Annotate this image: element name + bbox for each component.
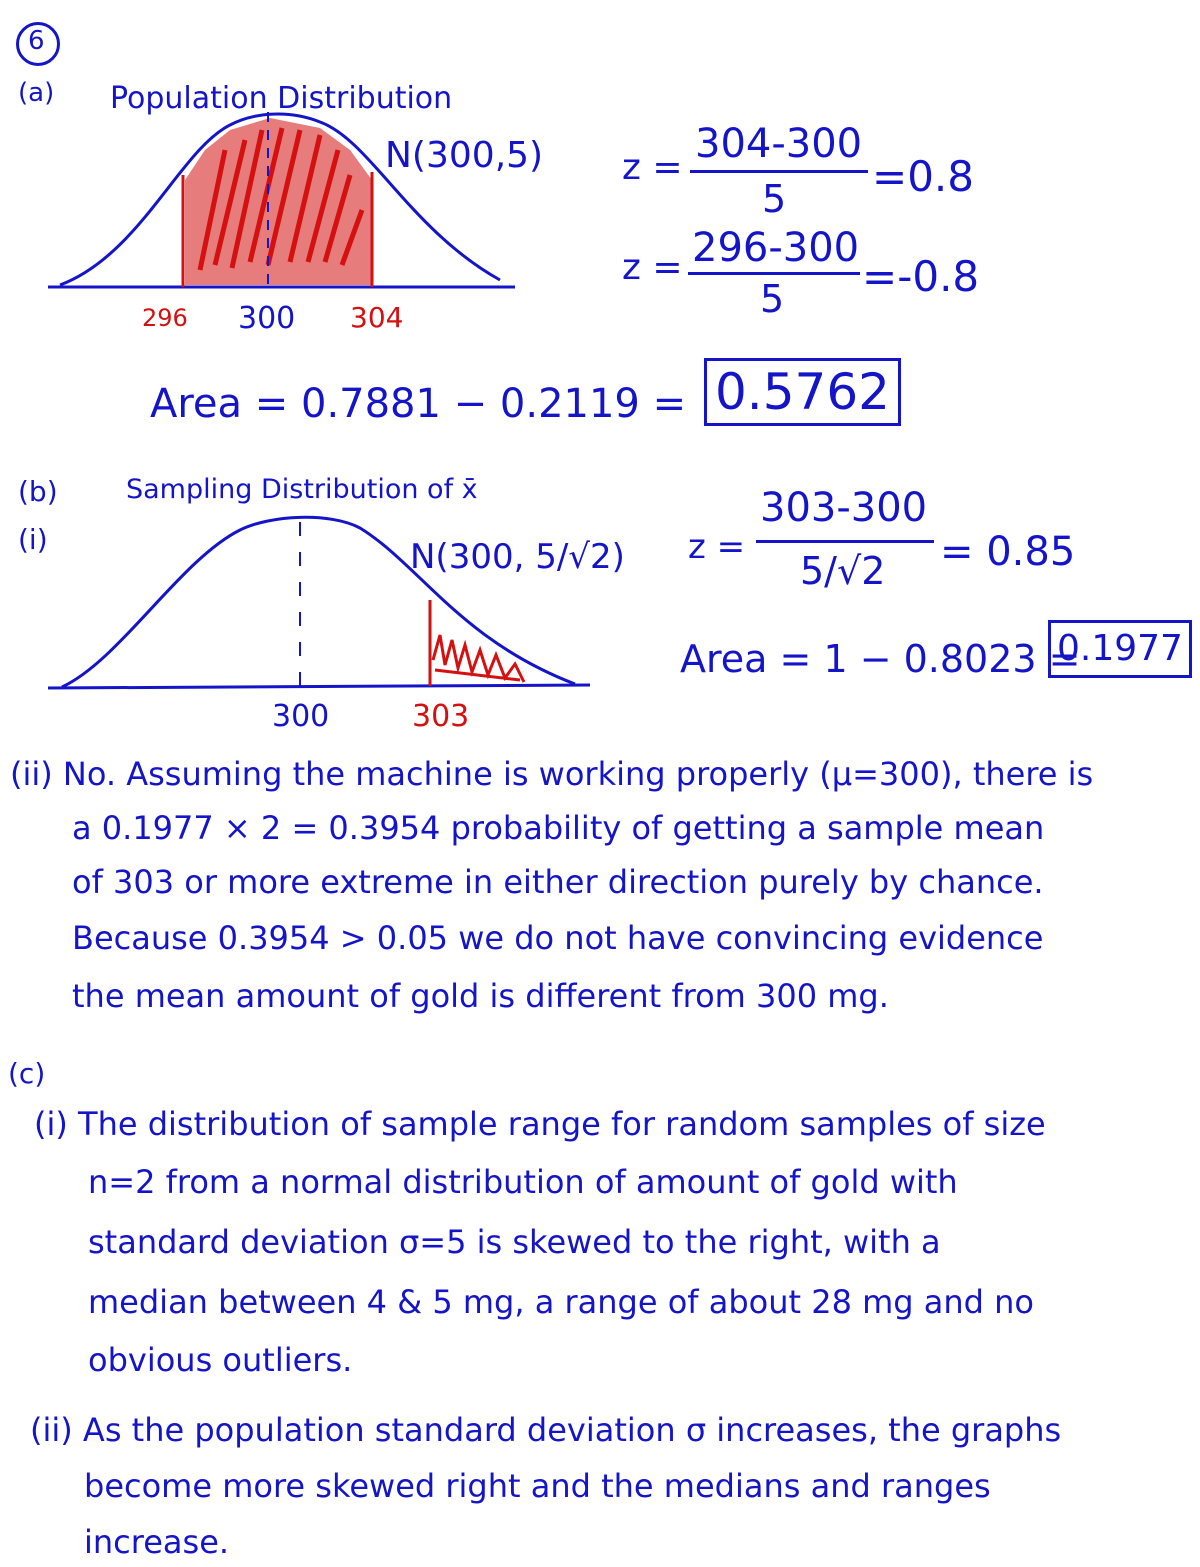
z1-fraction-bar: [690, 170, 868, 173]
part-b-ii-line-1: (ii) No. Assuming the machine is working properly (μ=300), there is: [10, 755, 1094, 793]
part-a-label: (a): [18, 78, 55, 108]
part-b-title: Sampling Distribution of x̄: [126, 474, 478, 505]
z2-denominator: 5: [760, 277, 785, 321]
part-c-label: (c): [8, 1057, 46, 1090]
part-a-tick-304: 304: [350, 301, 404, 334]
part-b-x-axis: [48, 685, 590, 688]
part-a-title: Population Distribution: [110, 81, 453, 116]
z1-result: =0.8: [872, 152, 974, 201]
part-a-dist-label: N(300,5): [385, 135, 544, 176]
problem-number: 6: [28, 26, 45, 56]
part-b-ii-line-3: of 303 or more extreme in either direction purely by chance.: [72, 863, 1044, 901]
part-a-tick-300: 300: [238, 301, 296, 336]
part-c-ii-line-1: (ii) As the population standard deviation σ increases, the graphs: [30, 1411, 1062, 1449]
part-a-area-expression: Area = 0.7881 − 0.2119 =: [150, 381, 687, 427]
part-b-i-label: (i): [18, 523, 48, 556]
z3-denominator: 5/√2: [800, 549, 886, 593]
part-b-dist-label: N(300, 5/√2): [410, 537, 625, 577]
z1-lhs: z =: [622, 147, 683, 188]
part-c-ii-line-3: increase.: [84, 1523, 230, 1561]
z2-fraction-bar: [688, 272, 860, 275]
part-c-ii-line-2: become more skewed right and the medians and ranges: [84, 1467, 991, 1505]
z1-numerator: 304-300: [695, 121, 863, 167]
part-a-area-answer: 0.5762: [704, 358, 901, 426]
part-a-shaded-region: [185, 118, 372, 285]
z3-lhs: z =: [688, 527, 746, 567]
part-b-ii-line-5: the mean amount of gold is different from 300 mg.: [72, 977, 889, 1015]
z2-numerator: 296-300: [692, 225, 860, 271]
part-b-tick-300: 300: [272, 699, 330, 734]
z1-denominator: 5: [762, 177, 787, 221]
part-b-tick-303: 303: [412, 699, 470, 734]
part-c-i-line-5: obvious outliers.: [88, 1341, 353, 1379]
part-b-ii-line-2: a 0.1977 × 2 = 0.3954 probability of getting a sample mean: [72, 809, 1045, 847]
z2-lhs: z =: [622, 247, 683, 288]
part-a-tick-296: 296: [142, 304, 188, 332]
part-c-i-line-2: n=2 from a normal distribution of amount of gold with: [88, 1163, 958, 1201]
z2-result: =-0.8: [862, 252, 980, 301]
part-b-area-expression: Area = 1 − 0.8023 =: [680, 637, 1081, 681]
part-b-ii-line-4: Because 0.3954 > 0.05 we do not have convincing evidence: [72, 919, 1044, 957]
z3-result: = 0.85: [940, 529, 1076, 575]
part-b-area-answer: 0.1977: [1048, 620, 1192, 678]
z3-numerator: 303-300: [760, 485, 928, 531]
part-c-i-line-1: (i) The distribution of sample range for random samples of size: [34, 1105, 1046, 1143]
part-b-label: (b): [18, 475, 58, 508]
part-b-shaded-region: [430, 600, 524, 686]
part-c-i-line-4: median between 4 & 5 mg, a range of about 28 mg and no: [88, 1283, 1034, 1321]
z3-fraction-bar: [756, 540, 934, 543]
part-c-i-line-3: standard deviation σ=5 is skewed to the right, with a: [88, 1223, 941, 1261]
